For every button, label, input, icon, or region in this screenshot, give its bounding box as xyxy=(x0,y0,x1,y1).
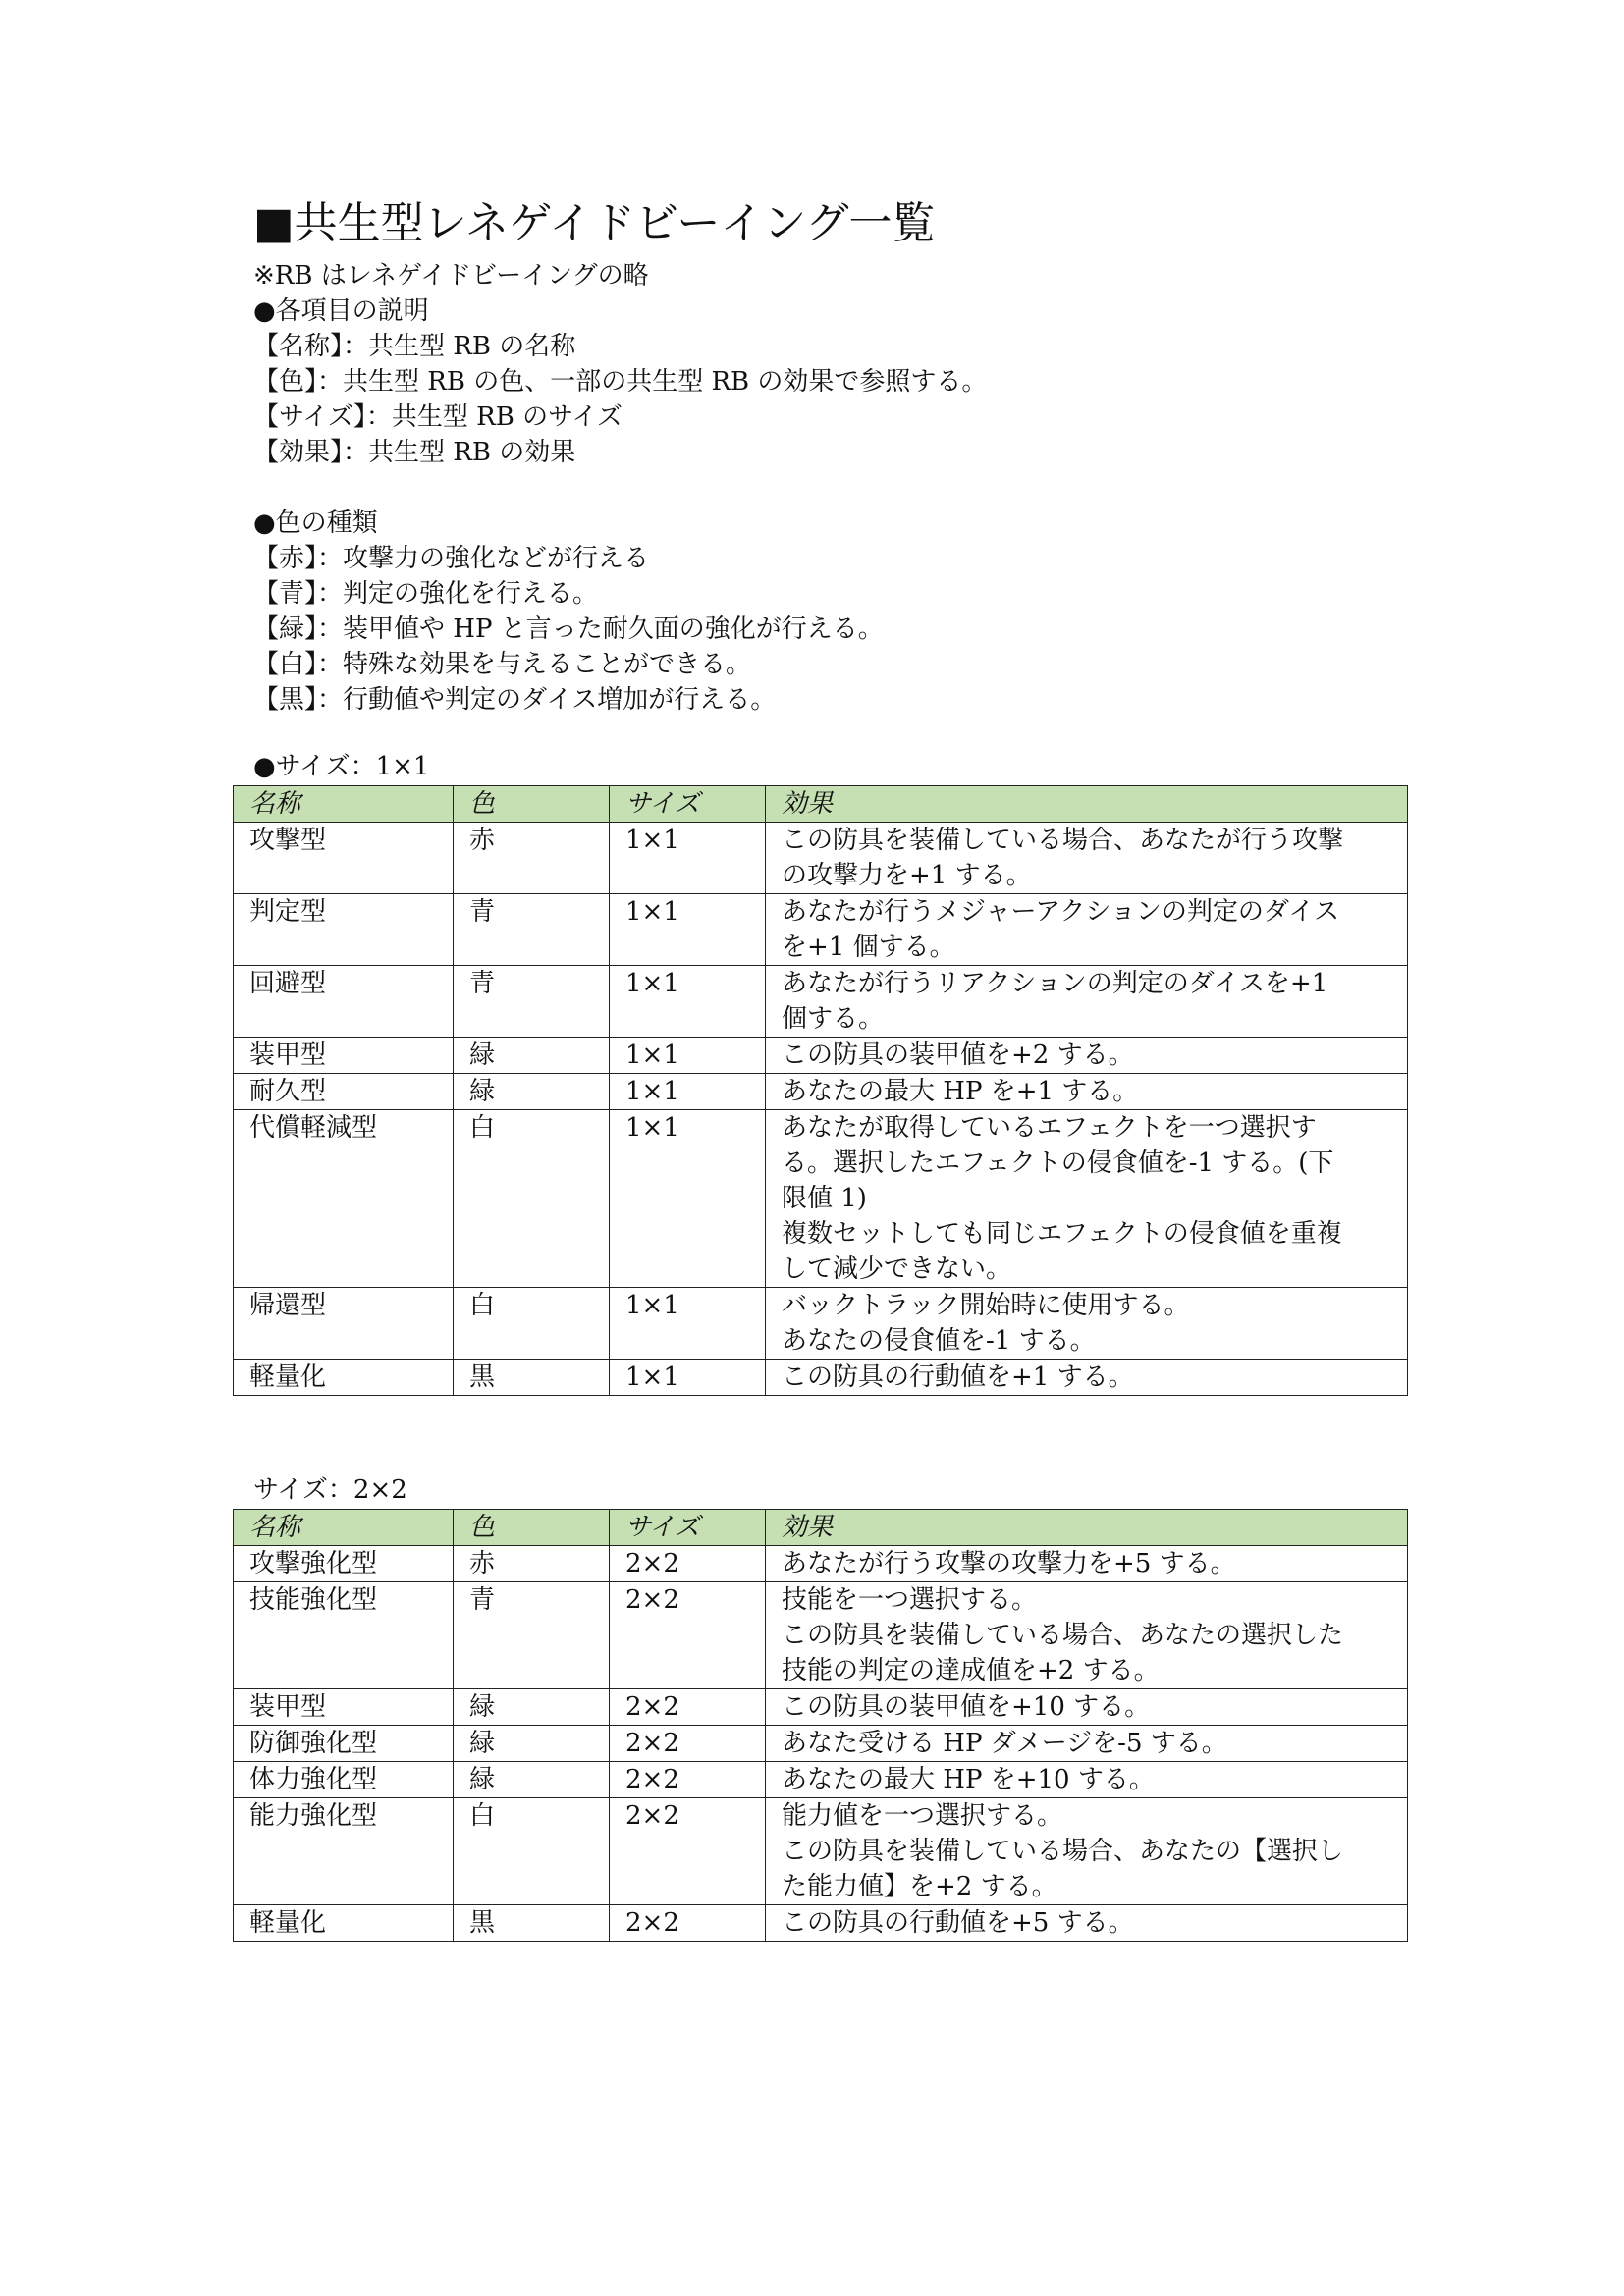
intro-line xyxy=(253,470,987,506)
table-row xyxy=(234,1110,1408,1288)
header-size: サイズ xyxy=(610,786,766,823)
cell-name: 判定型 xyxy=(234,894,454,966)
effect-line: この防具を装備している場合、あなたの選択した xyxy=(782,1621,1344,1650)
cell-effect xyxy=(766,1546,1408,1582)
table-row xyxy=(234,1689,1408,1726)
cell-effect xyxy=(766,1762,1408,1798)
cell-color: 赤 xyxy=(454,1546,610,1582)
cell-color: 青 xyxy=(454,1582,610,1689)
effect-line: あなたが行うメジャーアクションの判定のダイス xyxy=(782,897,1340,927)
cell-size: 2×2 xyxy=(610,1905,766,1942)
cell-effect xyxy=(766,1288,1408,1360)
header-color: 色 xyxy=(454,1510,610,1546)
cell-color: 黒 xyxy=(454,1905,610,1942)
cell-color: 緑 xyxy=(454,1689,610,1726)
table-row xyxy=(234,1074,1408,1110)
effect-line: この防具の装甲値を+10 する。 xyxy=(782,1692,1151,1722)
rb-table-size-2x2 xyxy=(233,1509,1408,1942)
effect-line: あなたの侵食値を-1 する。 xyxy=(782,1326,1096,1356)
effect-line: を+1 個する。 xyxy=(782,933,955,962)
cell-size: 1×1 xyxy=(610,1360,766,1396)
cell-color: 赤 xyxy=(454,823,610,894)
cell-color: 白 xyxy=(454,1110,610,1288)
effect-line: して減少できない。 xyxy=(782,1255,1012,1284)
effect-line: この防具を装備している場合、あなたの【選択し xyxy=(782,1837,1344,1866)
cell-size: 1×1 xyxy=(610,823,766,894)
effect-line: 複数セットしても同じエフェクトの侵食値を重複 xyxy=(782,1219,1342,1249)
effect-line: の攻撃力を+1 する。 xyxy=(782,861,1032,890)
cell-name: 回避型 xyxy=(234,966,454,1038)
cell-effect xyxy=(766,1798,1408,1905)
cell-effect xyxy=(766,894,1408,966)
cell-name: 体力強化型 xyxy=(234,1762,454,1798)
effect-line: バックトラック開始時に使用する。 xyxy=(782,1291,1190,1320)
intro-line: 【赤】：攻撃力の強化などが行える xyxy=(253,544,650,573)
effect-line: あなたが行う攻撃の攻撃力を+5 する。 xyxy=(782,1549,1236,1578)
table-row xyxy=(234,1038,1408,1074)
table-row xyxy=(234,1546,1408,1582)
cell-color: 青 xyxy=(454,966,610,1038)
table-row xyxy=(234,1798,1408,1905)
header-effect: 効果 xyxy=(766,1510,1408,1546)
table-row xyxy=(234,1288,1408,1360)
cell-name: 軽量化 xyxy=(234,1905,454,1942)
effect-line: 技能の判定の達成値を+2 する。 xyxy=(782,1656,1160,1685)
cell-color: 白 xyxy=(454,1288,610,1360)
cell-color: 緑 xyxy=(454,1762,610,1798)
effect-line: あなた受ける HP ダメージを-5 する。 xyxy=(782,1729,1227,1758)
cell-size: 2×2 xyxy=(610,1689,766,1726)
table-row xyxy=(234,1762,1408,1798)
table-row xyxy=(234,1360,1408,1396)
section-label-size-2x2: サイズ：2×2 xyxy=(253,1475,407,1505)
cell-effect xyxy=(766,966,1408,1038)
effect-line: 能力値を一つ選択する。 xyxy=(782,1801,1063,1831)
cell-effect xyxy=(766,1689,1408,1726)
effect-line: 技能を一つ選択する。 xyxy=(782,1585,1038,1615)
effect-line: 限値 1) xyxy=(782,1184,867,1213)
cell-effect xyxy=(766,823,1408,894)
cell-size: 2×2 xyxy=(610,1546,766,1582)
cell-name: 攻撃強化型 xyxy=(234,1546,454,1582)
cell-name: 防御強化型 xyxy=(234,1726,454,1762)
cell-name: 装甲型 xyxy=(234,1038,454,1074)
cell-color: 青 xyxy=(454,894,610,966)
table-row xyxy=(234,894,1408,966)
cell-size: 1×1 xyxy=(610,966,766,1038)
cell-name: 技能強化型 xyxy=(234,1582,454,1689)
cell-color: 白 xyxy=(454,1798,610,1905)
effect-line: この防具の装甲値を+2 する。 xyxy=(782,1041,1134,1070)
cell-size: 2×2 xyxy=(610,1798,766,1905)
intro-line: 【緑】：装甲値や HP と言った耐久面の強化が行える。 xyxy=(253,614,884,644)
cell-size: 1×1 xyxy=(610,1110,766,1288)
section-label-size-1x1: ●サイズ：1×1 xyxy=(253,752,430,781)
cell-size: 1×1 xyxy=(610,1074,766,1110)
cell-effect xyxy=(766,1110,1408,1288)
effect-line: る。選択したエフェクトの侵食値を-1 する。(下 xyxy=(782,1148,1334,1178)
intro-line: ※RB はレネゲイドビーイングの略 xyxy=(253,261,649,291)
effect-line: この防具を装備している場合、あなたが行う攻撃 xyxy=(782,826,1344,855)
cell-name: 帰還型 xyxy=(234,1288,454,1360)
cell-color: 緑 xyxy=(454,1726,610,1762)
header-size: サイズ xyxy=(610,1510,766,1546)
cell-size: 1×1 xyxy=(610,894,766,966)
cell-name: 代償軽減型 xyxy=(234,1110,454,1288)
cell-effect xyxy=(766,1038,1408,1074)
effect-line: あなたが取得しているエフェクトを一つ選択す xyxy=(782,1113,1317,1143)
table-row xyxy=(234,1905,1408,1942)
effect-line: あなたの最大 HP を+1 する。 xyxy=(782,1077,1139,1106)
header-effect: 効果 xyxy=(766,786,1408,823)
header-color: 色 xyxy=(454,786,610,823)
page-title: ■共生型レネゲイドビーイング一覧 xyxy=(253,198,936,248)
intro-line: 【効果】：共生型 RB の効果 xyxy=(253,438,576,467)
cell-name: 耐久型 xyxy=(234,1074,454,1110)
cell-effect xyxy=(766,1074,1408,1110)
cell-color: 緑 xyxy=(454,1074,610,1110)
table-header-row xyxy=(234,1510,1408,1546)
intro-line: 【名称】：共生型 RB の名称 xyxy=(253,332,576,361)
cell-name: 攻撃型 xyxy=(234,823,454,894)
effect-line: あなたの最大 HP を+10 する。 xyxy=(782,1765,1155,1794)
intro-line: 【黒】：行動値や判定のダイス増加が行える。 xyxy=(253,685,777,715)
effect-line: この防具の行動値を+5 する。 xyxy=(782,1908,1134,1938)
cell-effect xyxy=(766,1905,1408,1942)
intro-line: ●色の種類 xyxy=(253,508,378,538)
cell-size: 2×2 xyxy=(610,1582,766,1689)
cell-color: 黒 xyxy=(454,1360,610,1396)
intro-line: 【青】：判定の強化を行える。 xyxy=(253,579,599,609)
intro-text xyxy=(253,258,987,718)
cell-color: 緑 xyxy=(454,1038,610,1074)
header-name: 名称 xyxy=(234,786,454,823)
intro-line: 【サイズ】：共生型 RB のサイズ xyxy=(253,402,623,432)
effect-line: この防具の行動値を+1 する。 xyxy=(782,1362,1134,1392)
cell-name: 軽量化 xyxy=(234,1360,454,1396)
cell-size: 2×2 xyxy=(610,1726,766,1762)
cell-name: 装甲型 xyxy=(234,1689,454,1726)
table-row xyxy=(234,823,1408,894)
effect-line: 個する。 xyxy=(782,1004,885,1034)
intro-line: ●各項目の説明 xyxy=(253,296,429,326)
table-row xyxy=(234,1582,1408,1689)
effect-line: あなたが行うリアクションの判定のダイスを+1 xyxy=(782,969,1328,998)
cell-name: 能力強化型 xyxy=(234,1798,454,1905)
intro-line: 【色】：共生型 RB の色、一部の共生型 RB の効果で参照する。 xyxy=(253,367,988,397)
cell-size: 1×1 xyxy=(610,1038,766,1074)
cell-effect xyxy=(766,1726,1408,1762)
cell-effect xyxy=(766,1582,1408,1689)
intro-line: 【白】：特殊な効果を与えることができる。 xyxy=(253,650,752,679)
header-name: 名称 xyxy=(234,1510,454,1546)
effect-line: た能力値】を+2 する。 xyxy=(782,1872,1057,1901)
table-row xyxy=(234,1726,1408,1762)
rb-table-size-1x1 xyxy=(233,785,1408,1396)
cell-size: 2×2 xyxy=(610,1762,766,1798)
table-row xyxy=(234,966,1408,1038)
cell-size: 1×1 xyxy=(610,1288,766,1360)
table-header-row xyxy=(234,786,1408,823)
cell-effect xyxy=(766,1360,1408,1396)
